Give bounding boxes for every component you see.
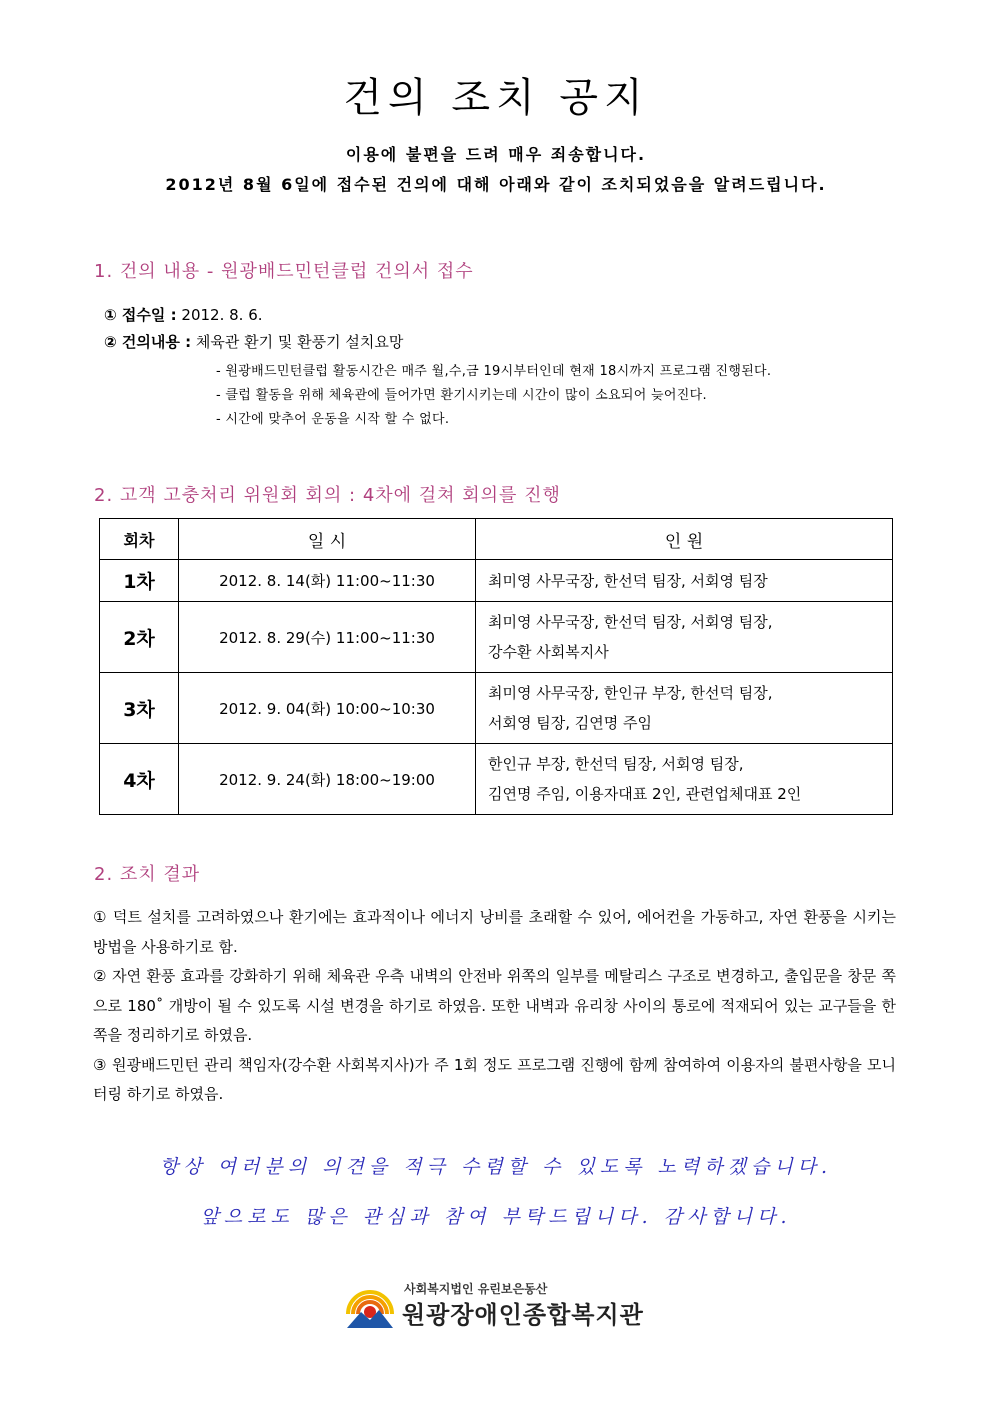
attendees-line: 김연명 주임, 이용자대표 2인, 관련업체대표 2인	[488, 785, 802, 803]
attendees-cell	[476, 602, 893, 673]
suggestion-bullet: - 시간에 맞추어 운동을 시작 할 수 없다.	[216, 412, 450, 427]
round-cell: 1차	[100, 560, 179, 602]
result-paragraphs	[93, 903, 896, 1110]
datetime-cell: 2012. 8. 14(화) 11:00~11:30	[179, 560, 476, 602]
result-paragraph: ② 자연 환풍 효과를 강화하기 위해 체육관 우측 내벽의 안전바 위쪽의 일부를 메탈리스 구조로 변경하고, 출입문을 창문 쪽으로 180˚ 개방이 될 수 있도록 시설 변경을 하기로 하였음. 또한 내벽과 유리창 사이의 통로에 적재되어 있는 교구들을 한쪽을 정리하기로 하였음.	[93, 967, 896, 1044]
suggestion-content-value: 체육관 환기 및 환풍기 설치요망	[195, 333, 404, 351]
round-cell: 3차	[100, 673, 179, 744]
received-date-label: ① 접수일 :	[104, 306, 177, 324]
section3-heading: 2. 조치 결과	[94, 864, 201, 885]
table-row	[100, 560, 893, 602]
suggestion-bullet: - 클럽 활동을 위해 체육관에 들어가면 환기시키는데 시간이 많이 소요되어 늦어진다.	[216, 388, 707, 403]
attendees-cell	[476, 744, 893, 815]
header-round: 회차	[100, 519, 179, 560]
page-title: 건의 조치 공지	[343, 75, 649, 121]
closing-line-1: 항상 여러분의 의견을 적극 수렴할 수 있도록 노력하겠습니다.	[159, 1156, 833, 1178]
section2-heading: 2. 고객 고충처리 위원회 회의 : 4차에 걸쳐 회의를 진행	[94, 485, 561, 506]
round-cell: 4차	[100, 744, 179, 815]
round-cell: 2차	[100, 602, 179, 673]
welfare-center-logo-icon	[345, 1282, 395, 1330]
intro-apology: 이용에 불편을 드려 매우 죄송합니다.	[345, 145, 647, 164]
section1-heading: 1. 건의 내용 - 원광배드민턴클럽 건의서 접수	[94, 261, 474, 282]
header-attendees: 인 원	[476, 519, 893, 560]
closing-line-2: 앞으로도 많은 관심과 참여 부탁드립니다. 감사합니다.	[200, 1206, 792, 1228]
suggestion-content-row	[104, 331, 403, 352]
meeting-table	[99, 518, 893, 815]
received-date-value: 2012. 8. 6.	[181, 306, 263, 324]
result-paragraph: ③ 원광배드민턴 관리 책임자(강수환 사회복지사)가 주 1회 정도 프로그램 진행에 함께 참여하여 이용자의 불편사항을 모니터링 하기로 하였음.	[93, 1055, 896, 1103]
received-date-row	[104, 304, 263, 325]
table-row	[100, 602, 893, 673]
attendees-cell	[476, 560, 893, 602]
meeting-table-header	[100, 519, 893, 560]
datetime-cell: 2012. 9. 24(화) 18:00~19:00	[179, 744, 476, 815]
logo-name: 원광장애인종합복지관	[402, 1301, 644, 1329]
table-row	[100, 744, 893, 815]
datetime-cell: 2012. 8. 29(수) 11:00~11:30	[179, 602, 476, 673]
intro-notice: 2012년 8월 6일에 접수된 건의에 대해 아래와 같이 조치되었음을 알려드립니다.	[165, 175, 827, 194]
suggestion-bullet: - 원광배드민턴클럽 활동시간은 매주 월,수,금 19시부터인데 현재 18시까지 프로그램 진행된다.	[216, 364, 772, 379]
attendees-line: 최미영 사무국장, 한선덕 팀장, 서회영 팀장	[488, 571, 768, 590]
attendees-cell	[476, 673, 893, 744]
suggestion-content-label: ② 건의내용 :	[104, 333, 192, 351]
attendees-line: 강수환 사회복지사	[488, 643, 609, 661]
datetime-cell: 2012. 9. 04(화) 10:00~10:30	[179, 673, 476, 744]
logo-subtitle: 사회복지법인 유린보은동산	[404, 1282, 548, 1296]
attendees-line: 최미영 사무국장, 한선덕 팀장, 서회영 팀장,	[488, 613, 773, 631]
result-paragraph: ① 덕트 설치를 고려하였으나 환기에는 효과적이나 에너지 낭비를 초래할 수 있어, 에어컨을 가동하고, 자연 환풍을 시키는 방법을 사용하기로 함.	[93, 908, 896, 956]
table-row	[100, 673, 893, 744]
attendees-line: 최미영 사무국장, 한인규 부장, 한선덕 팀장,	[488, 684, 773, 702]
attendees-line: 한인규 부장, 한선덕 팀장, 서회영 팀장,	[488, 755, 744, 773]
attendees-line: 서회영 팀장, 김연명 주임	[488, 714, 652, 732]
header-datetime: 일 시	[179, 519, 476, 560]
